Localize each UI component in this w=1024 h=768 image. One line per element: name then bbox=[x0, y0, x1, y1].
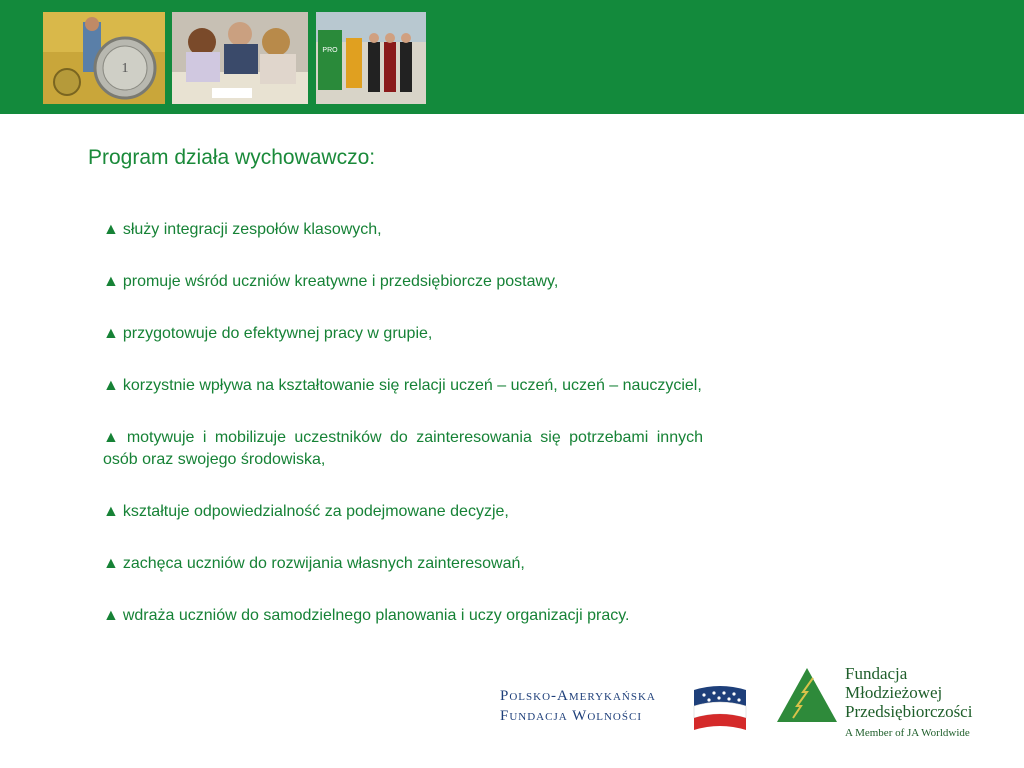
list-item: ▲ kształtuje odpowiedzialność za podejmowane decyzje, bbox=[103, 503, 509, 520]
pafw-logo bbox=[500, 684, 755, 738]
triangle-bullet-icon: ▲ bbox=[103, 273, 119, 290]
header-band bbox=[0, 0, 1024, 114]
fmp-name-line3: Przedsiębiorczości bbox=[845, 702, 973, 721]
fair-booth-photo bbox=[316, 12, 426, 104]
list-item: ▲ motywuje i mobilizuje uczestników do zainteresowania się potrzebami innych osób oraz swojego środowiska, bbox=[103, 429, 703, 468]
list-item: ▲ przygotowuje do efektywnej pracy w grupie, bbox=[103, 325, 433, 342]
pafw-name-line1: Polsko-Amerykańska bbox=[500, 688, 656, 704]
svg-text:PRO: PRO bbox=[322, 47, 338, 54]
triangle-bullet-icon: ▲ bbox=[103, 429, 123, 446]
pafw-name-line2: Fundacja Wolności bbox=[500, 708, 642, 724]
triangle-bullet-icon: ▲ bbox=[103, 503, 119, 520]
triangle-bullet-icon: ▲ bbox=[103, 325, 119, 342]
coin-photo bbox=[43, 12, 165, 104]
list-item: ▲ korzystnie wpływa na kształtowanie się relacji uczeń – uczeń, uczeń – nauczyciel, bbox=[103, 377, 702, 394]
list-item: ▲ służy integracji zespołów klasowych, bbox=[103, 221, 382, 238]
triangle-bullet-icon: ▲ bbox=[103, 377, 119, 394]
list-item: ▲ wdraża uczniów do samodzielnego planowania i uczy organizacji pracy. bbox=[103, 607, 630, 624]
fmp-name-line2: Młodzieżowej bbox=[845, 683, 943, 702]
fmp-triangle-icon bbox=[775, 666, 839, 724]
pafw-flag-icon bbox=[690, 684, 750, 736]
list-item: ▲ promuje wśród uczniów kreatywne i przedsiębiorcze postawy, bbox=[103, 273, 559, 290]
triangle-bullet-icon: ▲ bbox=[103, 221, 119, 238]
slide-title: Program działa wychowawczo: bbox=[88, 146, 376, 169]
students-photo bbox=[172, 12, 308, 104]
svg-text:1: 1 bbox=[121, 61, 129, 76]
fmp-name-line1: Fundacja bbox=[845, 664, 908, 683]
triangle-bullet-icon: ▲ bbox=[103, 555, 119, 572]
list-item: ▲ zachęca uczniów do rozwijania własnych zainteresowań, bbox=[103, 555, 525, 572]
triangle-bullet-icon: ▲ bbox=[103, 607, 119, 624]
fmp-tagline: A Member of JA Worldwide bbox=[845, 727, 970, 739]
bullet-list bbox=[103, 219, 703, 657]
fmp-logo bbox=[775, 662, 1005, 746]
